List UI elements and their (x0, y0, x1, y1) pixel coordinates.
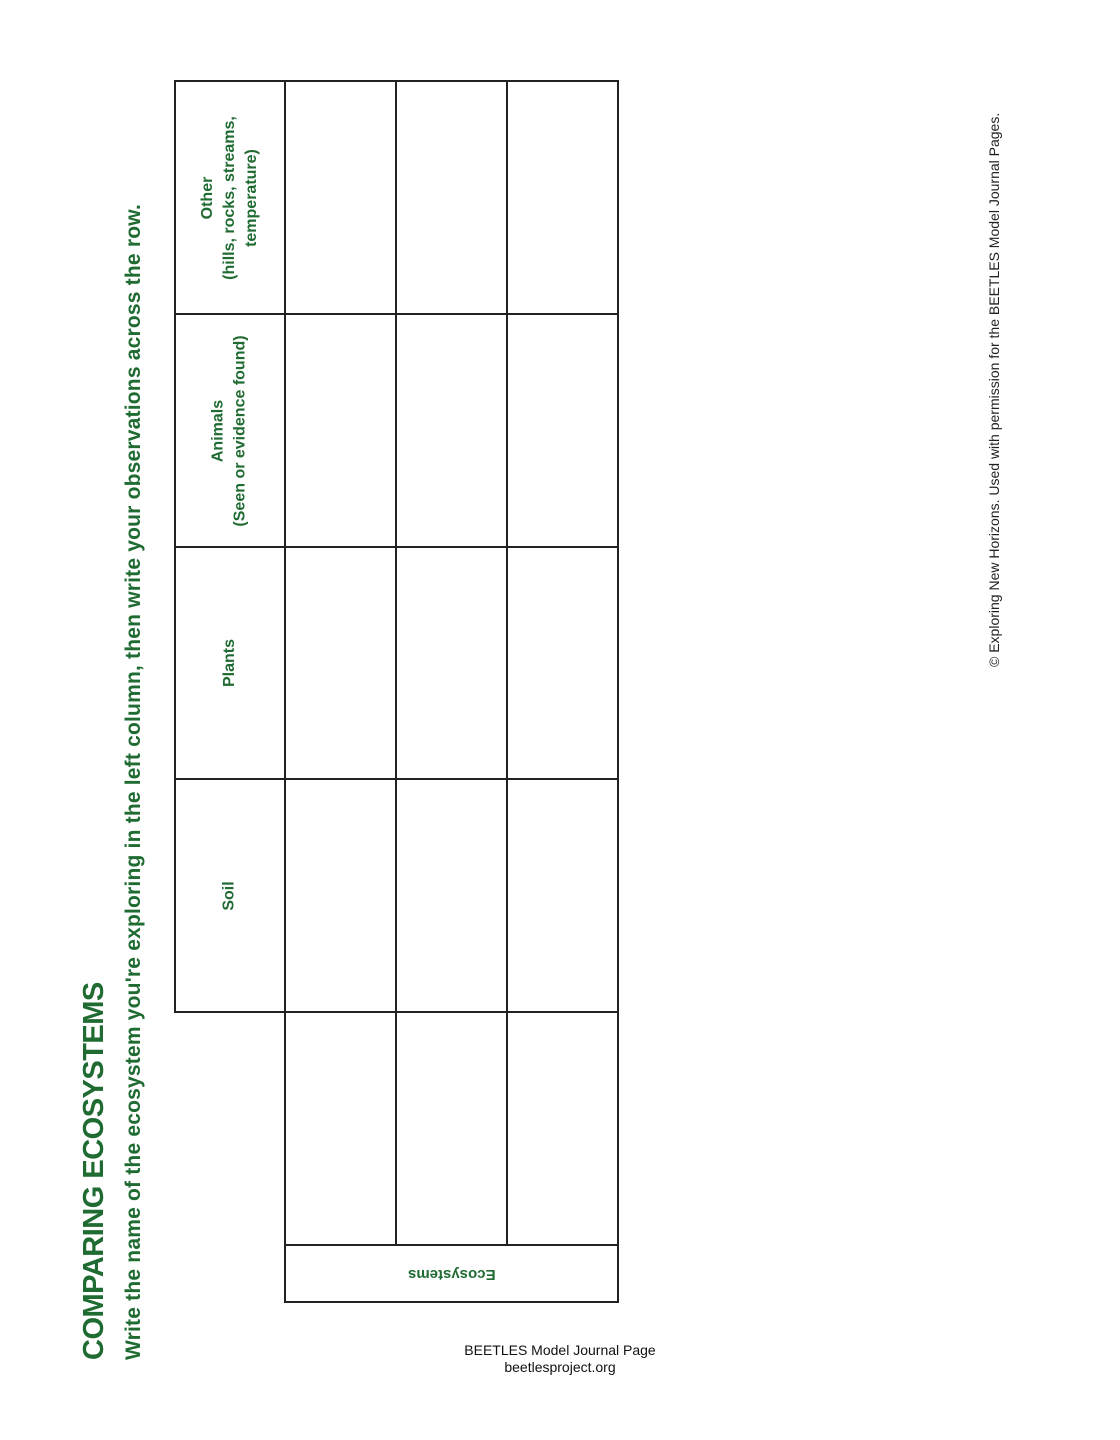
page-footer (420, 1342, 700, 1376)
column-header-plants: Plants (220, 638, 238, 688)
table-divider-v3 (506, 80, 508, 1246)
table-border-right (617, 80, 619, 1303)
page-title: COMPARING ECOSYSTEMS (78, 982, 110, 1360)
table-divider-v1 (284, 80, 286, 1303)
footer-title: BEETLES Model Journal Page (464, 1342, 656, 1358)
column-header-other: Other (hills, rocks, streams, temperature) (199, 115, 261, 280)
copyright-credit: © Exploring New Horizons. Used with permission for the BEETLES Model Journal Pages. (986, 112, 1002, 667)
instruction-text: Write the name of the ecosystem you're exploring in the left column, then write your observations across the row. (122, 203, 145, 1360)
footer-url: beetlesproject.org (504, 1359, 616, 1375)
ecosystems-label: Ecosystems (407, 1265, 496, 1283)
column-header-soil: Soil (221, 880, 238, 911)
table-divider-v2 (395, 80, 397, 1246)
column-header-animals: Animals (Seen or evidence found) (210, 334, 250, 527)
